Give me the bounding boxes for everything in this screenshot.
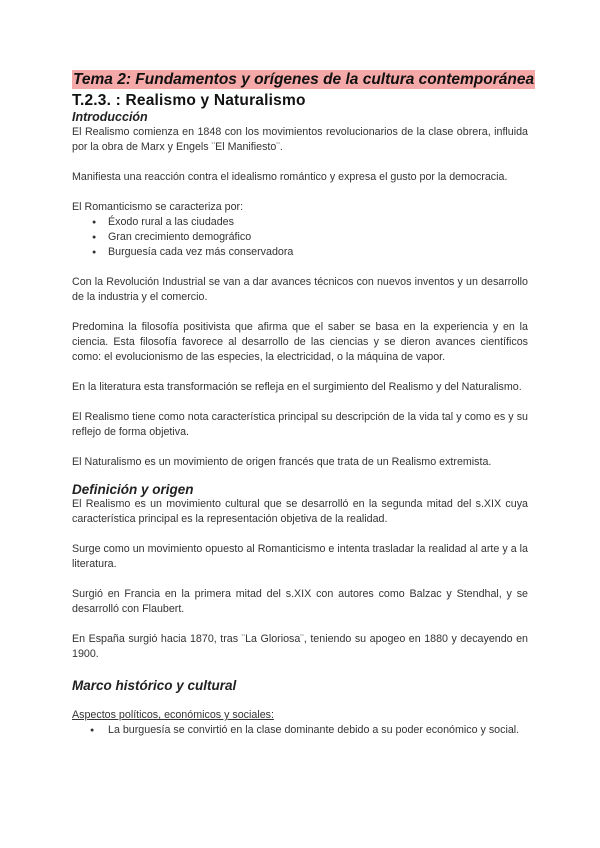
definition-heading: Definición y origen [72,482,194,497]
definition-paragraph-3: Surgió en Francia en la primera mitad del s.XIX con autores como Balzac y Stendhal, y se desarrolló con Flaubert. [72,588,528,615]
document-page [72,70,535,738]
intro-paragraph-8: El Naturalismo es un movimiento de origen francés que trata de un Realismo extremista. [72,456,492,468]
list-item: ● La burguesía se convirtió en la clase dominante debido a su poder económico y social. [90,723,528,738]
definition-paragraph-4: En España surgió hacia 1870, tras ¨La Gloriosa¨, teniendo su apogeo en 1880 y decayendo en 1900. [72,633,528,660]
list-item: ● Éxodo rural a las ciudades [92,215,528,230]
definition-paragraph-2: Surge como un movimiento opuesto al Romanticismo e intenta trasladar la realidad al arte y a la literatura. [72,543,528,570]
intro-paragraph-6: En la literatura esta transformación se refleja en el surgimiento del Realismo y del Naturalismo. [72,381,522,393]
list-item: ● Burguesía cada vez más conservadora [92,245,528,260]
document-subtitle: T.2.3. : Realismo y Naturalismo [72,92,306,109]
marco-subheading: Aspectos políticos, económicos y sociales: [72,709,274,721]
list-item: ● Gran crecimiento demográfico [92,230,528,245]
marco-heading: Marco histórico y cultural [72,678,237,693]
intro-paragraph-2: Manifiesta una reacción contra el idealismo romántico y expresa el gusto por la democracia. [72,171,508,183]
document-title: Tema 2: Fundamentos y orígenes de la cultura contemporánea [73,71,535,88]
intro-paragraph-3: El Romanticismo se caracteriza por: [72,201,244,213]
intro-paragraph-4: Con la Revolución Industrial se van a dar avances técnicos con nuevos inventos y un desarrollo de la industria y el comercio. [72,276,528,303]
definition-paragraph-1: El Realismo es un movimiento cultural que se desarrolló en la segunda mitad del s.XIX cuya característica principal es la representación objetiva de la realidad. [72,498,528,525]
intro-paragraph-5: Predomina la filosofía positivista que afirma que el saber se basa en la experiencia y en la ciencia. Esta filosofía favorece al desarrollo de las ciencias y se dieron avances científicos como: el evolucionismo de las especies, la electricidad, o la máquina de vapor. [72,321,528,363]
intro-paragraph-7: El Realismo tiene como nota característica principal su descripción de la vida tal y como es y su reflejo de forma objetiva. [72,411,528,438]
romanticism-list [72,215,528,260]
intro-heading: Introducción [72,110,148,124]
intro-paragraph-1: El Realismo comienza en 1848 con los movimientos revolucionarios de la clase obrera, influida por la obra de Marx y Engels ¨El Manifiesto¨. [72,126,528,153]
marco-list [72,723,528,738]
